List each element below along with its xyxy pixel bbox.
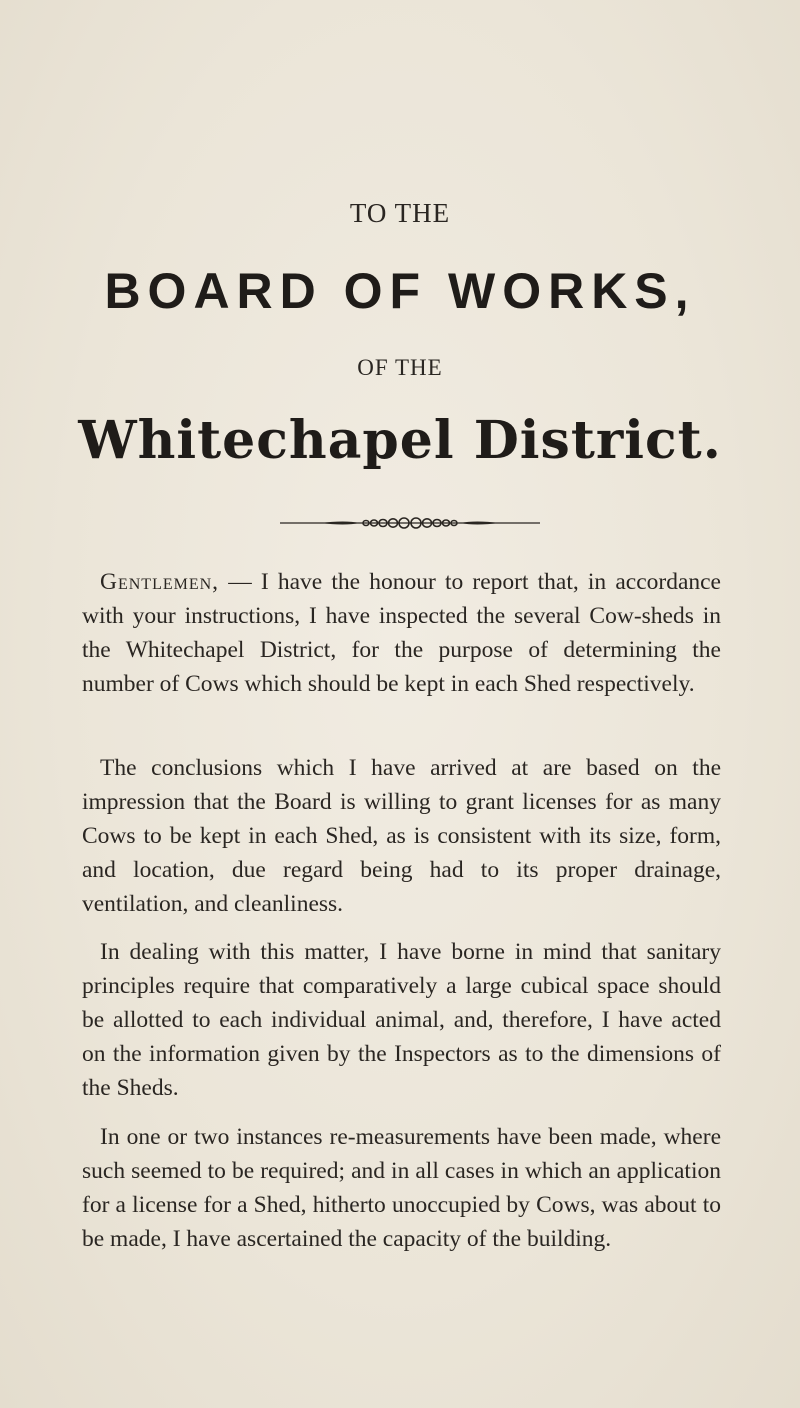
heading-board-of-works: BOARD OF WORKS,	[104, 263, 696, 319]
paragraph-3: In dealing with this matter, I have borne in mind that sanitary principles require that comparatively a large cubical space should be allotted to each individual animal, and, therefore, I have acted on the information given by the Inspectors as to the dimensions of the Sheds.	[82, 939, 721, 1101]
paragraph-1-text: — I have the honour to report that, in accordance with your instructions, I have inspected the several Cow-sheds in the Whitechapel District, for the purpose of determining the number of Cows which should be kept in each Shed respectively.	[82, 569, 721, 697]
heading-to-the: TO THE	[349, 198, 451, 228]
decorative-divider	[280, 513, 540, 533]
paragraph-1	[82, 565, 721, 701]
heading-district: Whitechapel District.	[78, 410, 722, 471]
heading-of-the: OF THE	[357, 355, 443, 380]
paragraph-4: In one or two instances re-measurements have been made, where such seemed to be required; and in all cases in which an application for a license for a Shed, hitherto unoccupied by Cows, was about to be made, I have ascertained the capacity of the building.	[82, 1124, 721, 1252]
salutation: Gentlemen,	[100, 569, 220, 595]
paragraph-2: The conclusions which I have arrived at are based on the impression that the Board is willing to grant licenses for as many Cows to be kept in each Shed, as is consistent with its size, form, and location, due regard being had to its proper drainage, ventilation, and cleanliness.	[82, 755, 721, 917]
